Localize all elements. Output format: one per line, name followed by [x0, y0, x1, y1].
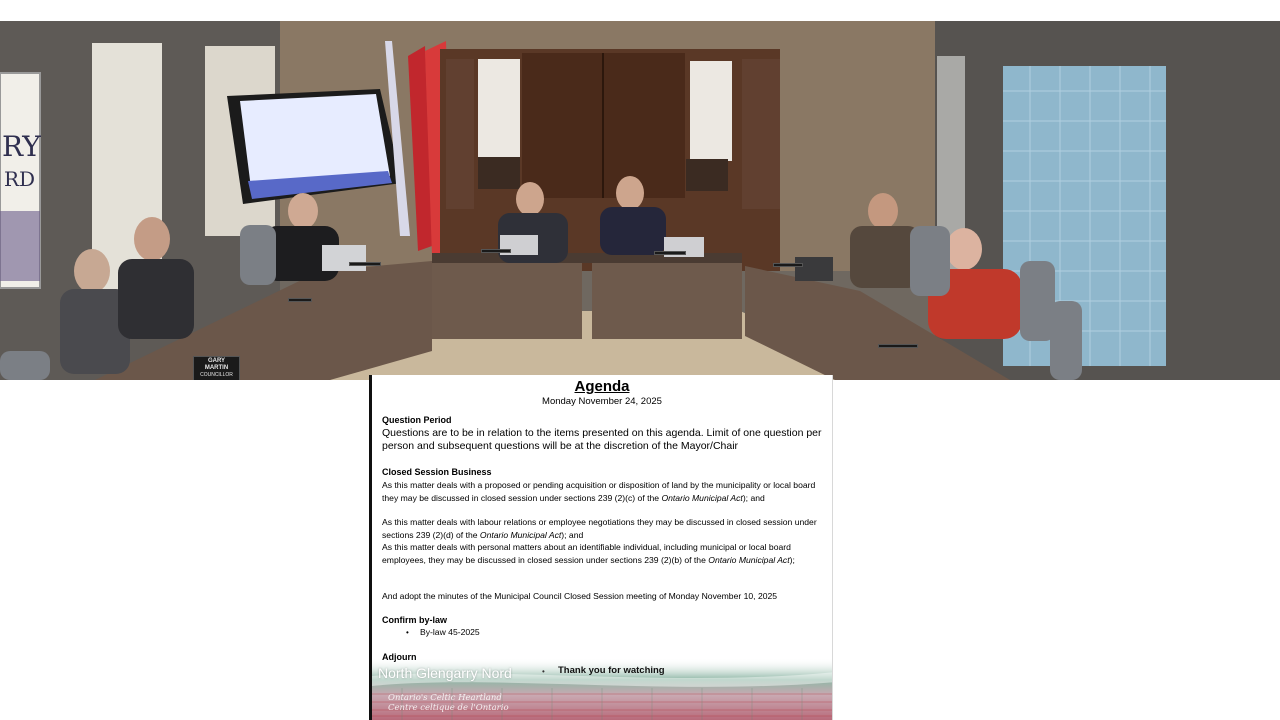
- bylaw-item: By-law 45-2025: [420, 627, 480, 637]
- brand-name: North Glengarry Nord: [378, 665, 512, 681]
- closed-session-paragraph-2: As this matter deals with labour relations or employee negotiations they may be discussed in closed session under sections 239 (2)(d) of the Ontario Municipal Act); and: [382, 517, 817, 540]
- closed-session-paragraph-3: As this matter deals with personal matters about an identifiable individual, including municipal or local board employees, they may be discussed in closed session under sections 239 (2)(b) of the Ontario Municipal Act);: [382, 542, 795, 565]
- question-period-text: Questions are to be in relation to the items presented on this agenda. Limit of one question per person and subsequent questions will be at the discretion of the Mayor/Chair: [382, 427, 822, 452]
- svg-text:RD: RD: [4, 167, 36, 191]
- agenda-slide: [369, 375, 833, 720]
- agenda-date: Monday November 24, 2025: [542, 396, 662, 407]
- nameplate: [654, 251, 686, 255]
- question-period-heading: Question Period: [382, 415, 452, 425]
- confirm-bylaw-heading: Confirm by-law: [382, 615, 448, 625]
- agenda-title: Agenda: [574, 378, 630, 395]
- bullet: •: [406, 628, 409, 637]
- separator-dot: •: [542, 667, 545, 676]
- council-chamber-scene: [0, 21, 1280, 380]
- svg-text:RY: RY: [2, 130, 41, 163]
- video-frame: [0, 21, 1280, 380]
- adjourn-heading: Adjourn: [382, 652, 417, 662]
- thank-you-text: Thank you for watching: [558, 665, 665, 676]
- nameplate: [349, 262, 381, 266]
- nameplate: [878, 344, 918, 348]
- brand-tagline: Ontario's Celtic Heartland Centre celtique de l'Ontario: [388, 693, 509, 713]
- closed-session-paragraph-1: As this matter deals with a proposed or pending acquisition or disposition of land by the municipality or local board they may be discussed in closed session under sections 239 (2)(c) of the Ontario Municipal Act); and: [382, 480, 816, 503]
- closed-session-heading: Closed Session Business: [382, 467, 492, 477]
- nameplate: [481, 249, 511, 253]
- closed-session-minutes: And adopt the minutes of the Municipal Council Closed Session meeting of Monday November 10, 2025: [382, 591, 778, 601]
- nameplate: [288, 298, 312, 302]
- nameplate: [773, 263, 803, 267]
- nameplate-gary-martin: GARY MARTIN COUNCILLOR: [193, 356, 240, 380]
